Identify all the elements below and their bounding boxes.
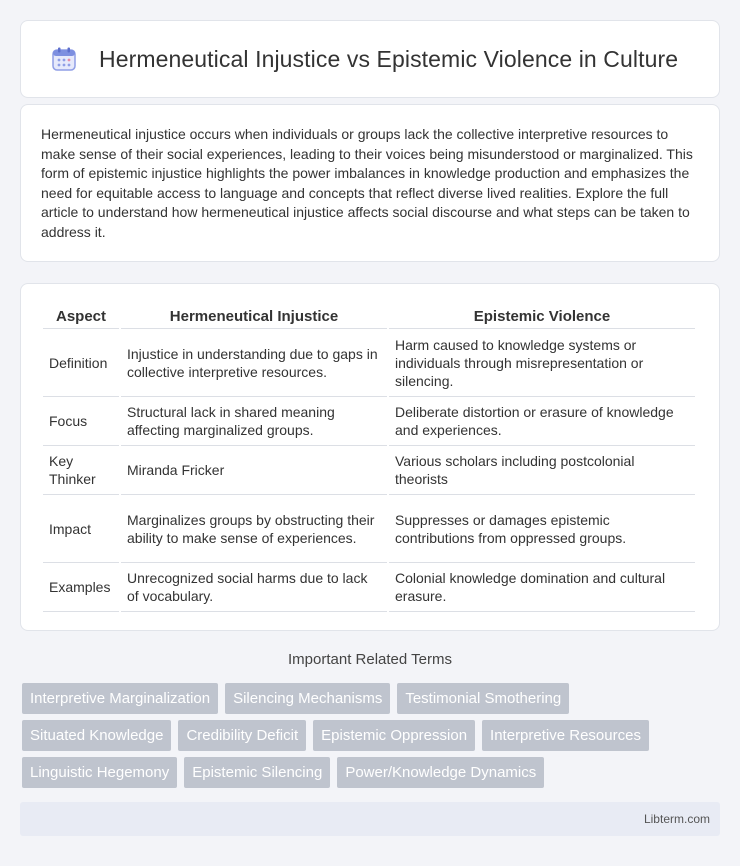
row-epistemic-cell: Colonial knowledge domination and cultural erasure. xyxy=(389,563,695,612)
page-title: Hermeneutical Injustice vs Epistemic Violence in Culture xyxy=(99,45,679,72)
related-term-tag[interactable]: Interpretive Marginalization xyxy=(22,683,218,714)
table-row xyxy=(43,446,695,495)
row-hermeneutical-cell: Miranda Fricker xyxy=(121,446,387,495)
footer-site-link[interactable]: Libterm.com xyxy=(643,812,710,826)
footer xyxy=(20,802,720,836)
related-term-tag[interactable]: Power/Knowledge Dynamics xyxy=(337,757,544,788)
table-row xyxy=(43,495,695,563)
row-aspect: Impact xyxy=(43,495,119,563)
row-hermeneutical-cell: Unrecognized social harms due to lack of vocabulary. xyxy=(121,563,387,612)
header-card xyxy=(20,20,720,98)
related-term-tag[interactable]: Interpretive Resources xyxy=(482,720,649,751)
comparison-table xyxy=(41,304,697,612)
related-term-tag[interactable]: Situated Knowledge xyxy=(22,720,171,751)
related-term-tag[interactable]: Silencing Mechanisms xyxy=(225,683,390,714)
row-epistemic-cell: Harm caused to knowledge systems or individuals through misrepresentation or silencing. xyxy=(389,329,695,397)
intro-card xyxy=(20,104,720,262)
row-aspect: Definition xyxy=(43,329,119,397)
intro-paragraph: Hermeneutical injustice occurs when individuals or groups lack the collective interpretive resources to make sense of their social experiences, leading to their voices being misunderstood or marginalized. This form of epistemic injustice highlights the power imbalances in knowledge production and emphasizes the need for equitable access to language and concepts that reflect diverse lived realities. Explore the full article to understand how hermeneutical injustice affects social discourse and what steps can be taken to address it. xyxy=(41,126,693,240)
table-row xyxy=(43,329,695,397)
column-header-hermeneutical: Hermeneutical Injustice xyxy=(121,304,387,329)
related-term-tag[interactable]: Epistemic Silencing xyxy=(184,757,330,788)
related-terms-heading: Important Related Terms xyxy=(288,651,452,668)
related-term-tag[interactable]: Linguistic Hegemony xyxy=(22,757,177,788)
related-terms-list xyxy=(22,683,722,794)
related-term-tag[interactable]: Epistemic Oppression xyxy=(313,720,475,751)
row-aspect: Focus xyxy=(43,397,119,446)
row-hermeneutical-cell: Injustice in understanding due to gaps in collective interpretive resources. xyxy=(121,329,387,397)
row-hermeneutical-cell: Structural lack in shared meaning affecting marginalized groups. xyxy=(121,397,387,446)
related-term-tag[interactable]: Testimonial Smothering xyxy=(397,683,569,714)
table-row xyxy=(43,563,695,612)
column-header-epistemic: Epistemic Violence xyxy=(389,304,695,329)
row-aspect: Examples xyxy=(43,563,119,612)
calendar-icon xyxy=(49,44,79,74)
row-aspect: Key Thinker xyxy=(43,446,119,495)
related-term-tag[interactable]: Credibility Deficit xyxy=(178,720,306,751)
table-row xyxy=(43,397,695,446)
row-epistemic-cell: Suppresses or damages epistemic contributions from oppressed groups. xyxy=(389,495,695,563)
row-epistemic-cell: Deliberate distortion or erasure of knowledge and experiences. xyxy=(389,397,695,446)
row-epistemic-cell: Various scholars including postcolonial theorists xyxy=(389,446,695,495)
column-header-aspect: Aspect xyxy=(43,304,119,329)
table-header-row xyxy=(43,304,695,329)
comparison-card xyxy=(20,283,720,631)
row-hermeneutical-cell: Marginalizes groups by obstructing their ability to make sense of experiences. xyxy=(121,495,387,563)
